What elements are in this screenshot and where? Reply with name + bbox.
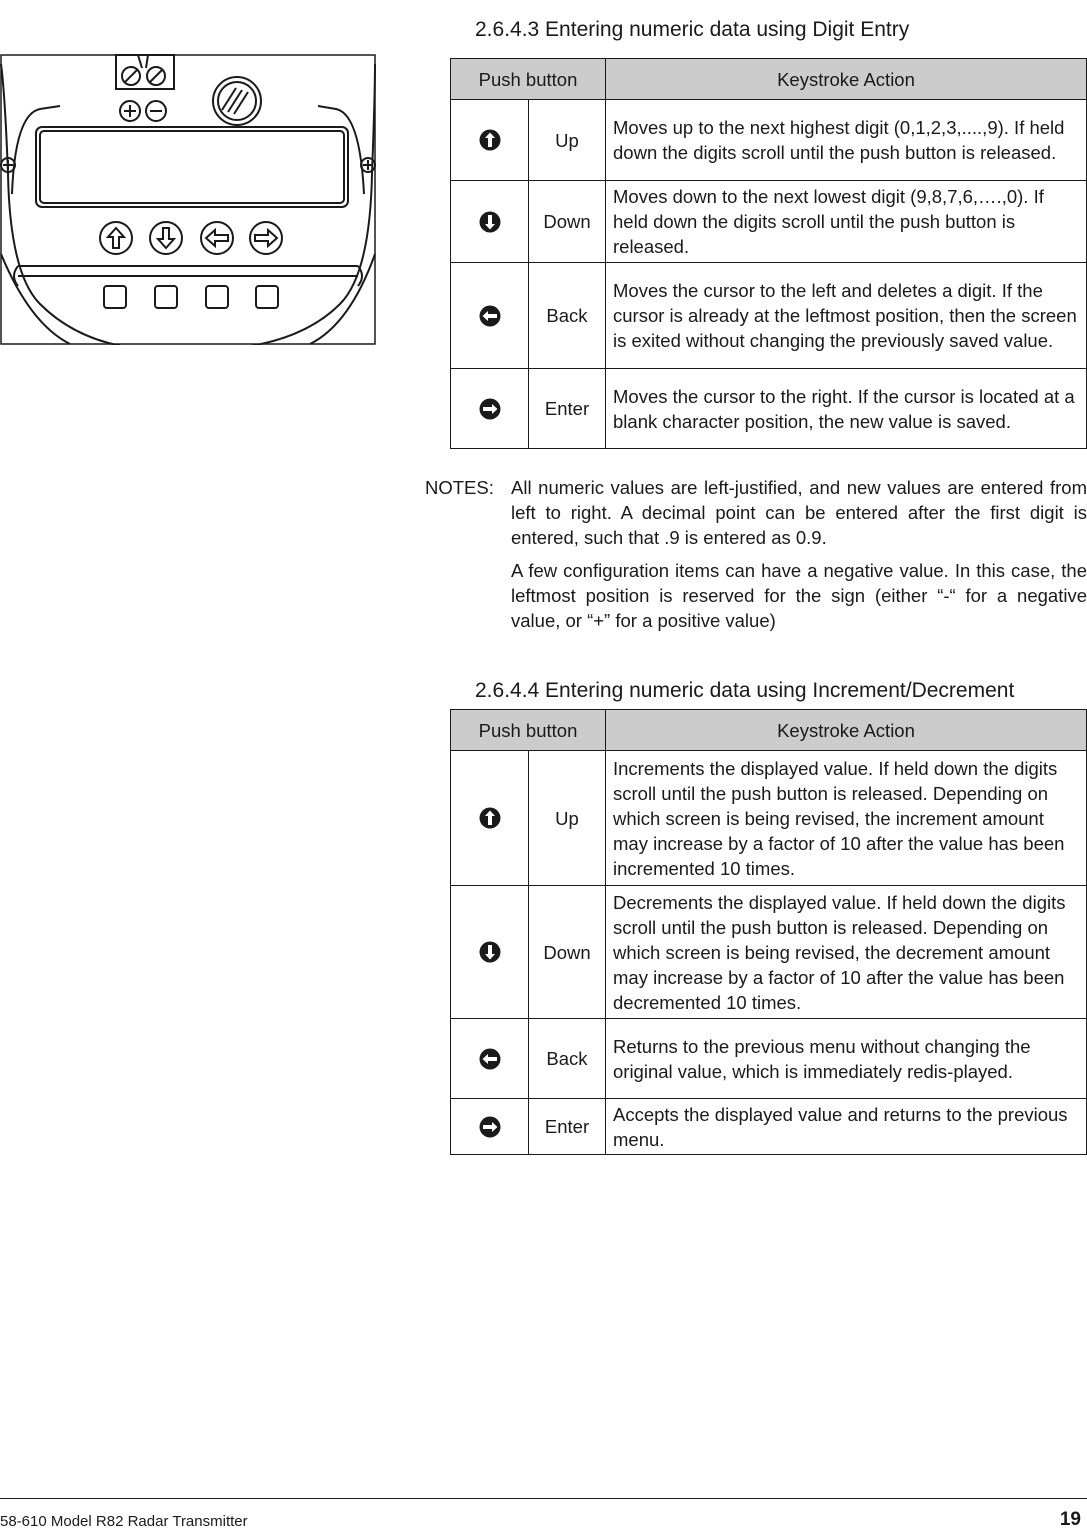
table-row bbox=[451, 100, 1087, 181]
section-title-digit-entry: 2.6.4.3 Entering numeric data using Digit Entry bbox=[475, 18, 910, 41]
table-row bbox=[451, 369, 1087, 449]
left-arrow-icon bbox=[479, 1048, 501, 1070]
up-arrow-icon bbox=[479, 129, 501, 151]
button-label: Back bbox=[529, 263, 606, 369]
push-button-header: Push button bbox=[451, 59, 606, 100]
action-description: Moves down to the next lowest digit (9,8,7,6,….,0). If held down the digits scroll until the push button is released. bbox=[606, 181, 1087, 263]
action-description: Moves up to the next highest digit (0,1,2,3,....,9). If held down the digits scroll until the push button is released. bbox=[606, 100, 1087, 181]
keystroke-action-header: Keystroke Action bbox=[606, 59, 1087, 100]
button-label: Enter bbox=[529, 369, 606, 449]
section-title-increment-decrement: 2.6.4.4 Entering numeric data using Increment/Decrement bbox=[475, 679, 1015, 702]
digit-entry-table bbox=[450, 58, 1087, 449]
action-description: Moves the cursor to the left and deletes a digit. If the cursor is already at the leftmost position, then the screen is exited without changing the previously saved value. bbox=[606, 263, 1087, 369]
table-row bbox=[451, 1019, 1087, 1099]
left-arrow-icon bbox=[479, 305, 501, 327]
footer-document-title: 58-610 Model R82 Radar Transmitter bbox=[0, 1513, 248, 1530]
table-row bbox=[451, 886, 1087, 1019]
button-label: Down bbox=[529, 181, 606, 263]
table-row bbox=[451, 181, 1087, 263]
button-label: Up bbox=[529, 751, 606, 886]
down-arrow-icon bbox=[479, 941, 501, 963]
up-arrow-icon bbox=[479, 807, 501, 829]
transmitter-keypad-illustration bbox=[0, 54, 376, 345]
table-header-row bbox=[451, 59, 1087, 100]
button-label: Enter bbox=[529, 1099, 606, 1155]
action-description: Returns to the previous menu without changing the original value, which is immediately redis-played. bbox=[606, 1019, 1087, 1099]
action-description: Accepts the displayed value and returns to the previous menu. bbox=[606, 1099, 1087, 1155]
increment-decrement-table bbox=[450, 709, 1087, 1155]
down-arrow-icon bbox=[479, 211, 501, 233]
right-arrow-icon bbox=[479, 1116, 501, 1138]
button-label: Back bbox=[529, 1019, 606, 1099]
button-label: Up bbox=[529, 100, 606, 181]
right-arrow-icon bbox=[479, 398, 501, 420]
table-header-row bbox=[451, 710, 1087, 751]
page-number: 19 bbox=[1059, 1509, 1081, 1530]
footer-divider bbox=[0, 1498, 1087, 1499]
action-description: Decrements the displayed value. If held down the digits scroll until the push button is released. Depending on which screen is being revised, the decrement amount may increase by a factor of 10 after the value has been decremented 10 times. bbox=[606, 886, 1087, 1019]
notes-block bbox=[425, 475, 1087, 641]
table-row bbox=[451, 751, 1087, 886]
notes-label: NOTES: bbox=[425, 477, 494, 498]
table-row bbox=[451, 263, 1087, 369]
note-paragraph: All numeric values are left-justified, and new values are entered from left to right. A decimal point can be entered after the first digit is entered, such that .9 is entered as 0.9. bbox=[511, 477, 1087, 548]
action-description: Moves the cursor to the right. If the cursor is located at a blank character position, the new value is saved. bbox=[606, 369, 1087, 449]
table-row bbox=[451, 1099, 1087, 1155]
push-button-header: Push button bbox=[451, 710, 606, 751]
keystroke-action-header: Keystroke Action bbox=[606, 710, 1087, 751]
note-paragraph: A few configuration items can have a negative value. In this case, the leftmost position is reserved for the sign (either “-“ for a negative value, or “+” for a positive value) bbox=[511, 560, 1087, 631]
button-label: Down bbox=[529, 886, 606, 1019]
action-description: Increments the displayed value. If held down the digits scroll until the push button is released. Depending on which screen is being revised, the increment amount may increase by a factor of 10 after the value has been incremented 10 times. bbox=[606, 751, 1087, 886]
